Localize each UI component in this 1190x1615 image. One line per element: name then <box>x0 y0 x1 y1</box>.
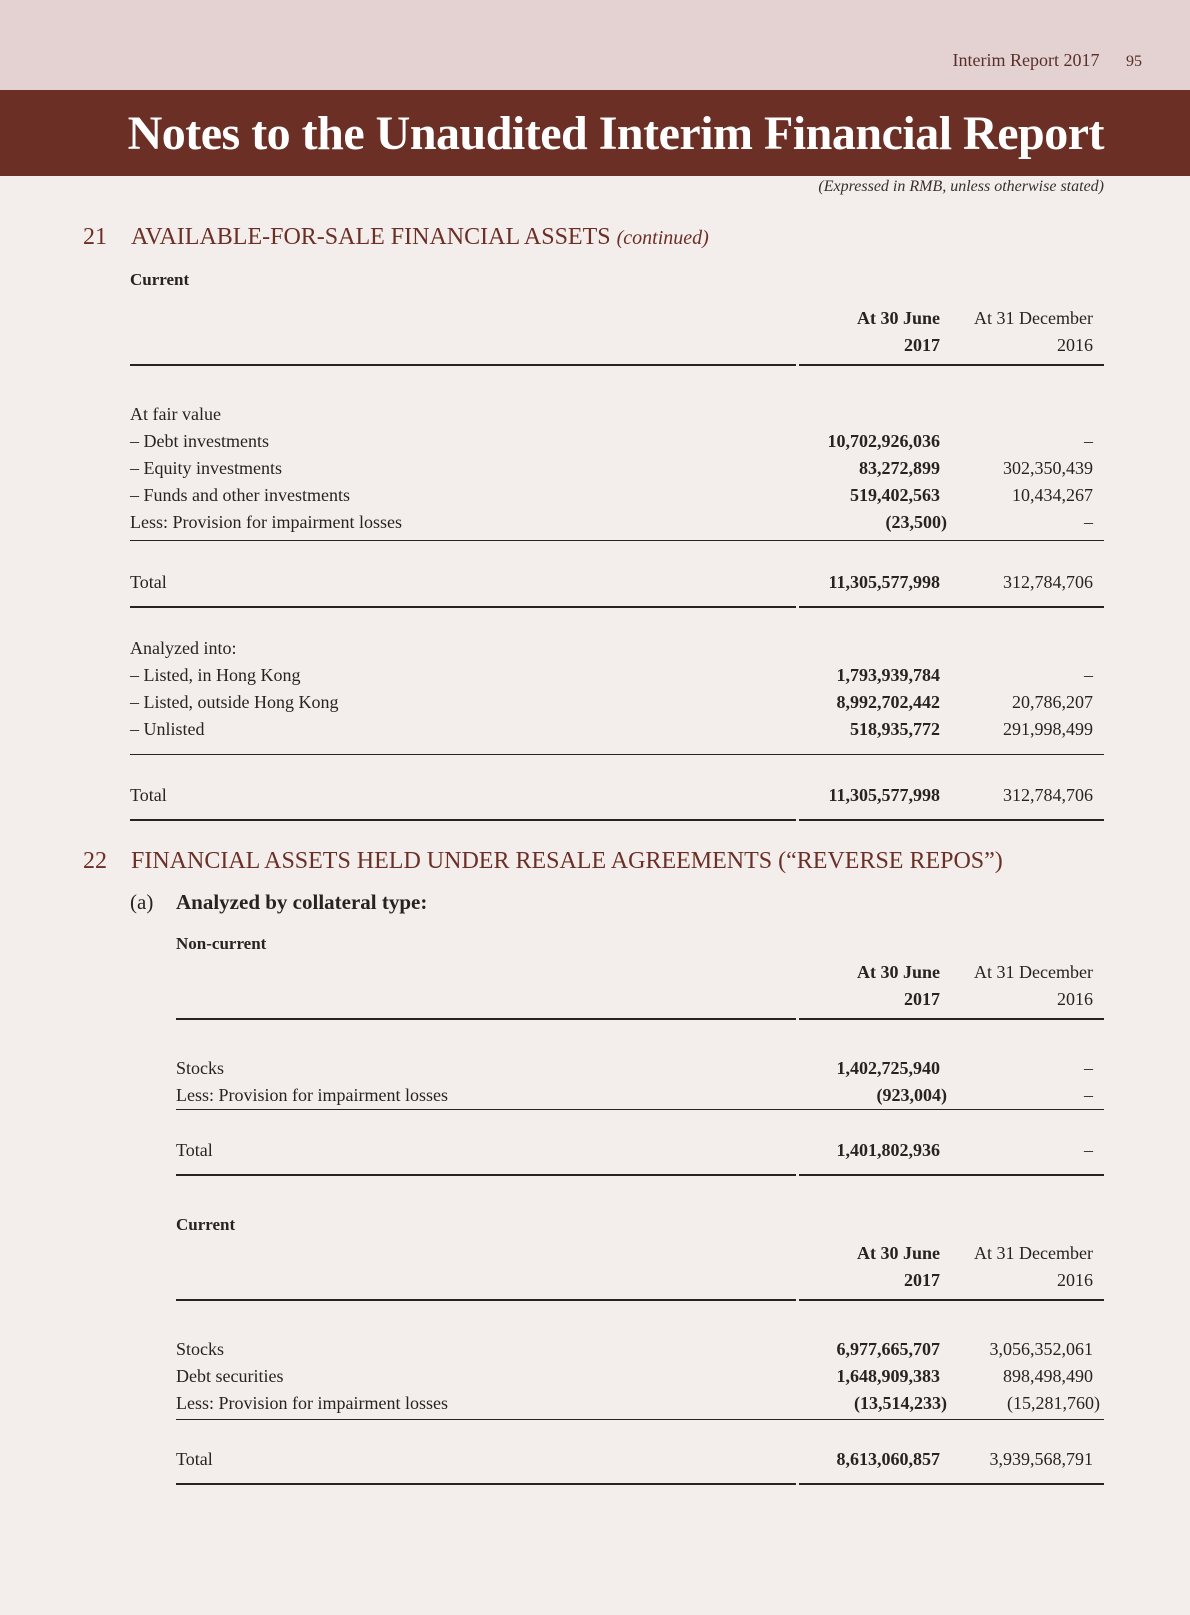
row-label: Stocks <box>176 1058 225 1078</box>
value-2017: 11,305,577,998 <box>828 572 940 592</box>
col1-header-line1: At 30 June <box>856 1243 940 1263</box>
total-row <box>176 1140 1104 1164</box>
value-2017: (23,500) <box>885 512 947 532</box>
table-row <box>130 719 1104 743</box>
value-2016: – <box>1084 431 1093 451</box>
table-row <box>130 404 1104 428</box>
subsection-letter: (a) <box>130 890 154 914</box>
top-band <box>0 0 1190 90</box>
row-label: Total <box>176 1449 213 1469</box>
value-2017: 1,401,802,936 <box>836 1140 940 1160</box>
value-2016: – <box>1084 512 1093 532</box>
col2-header-line2: 2016 <box>1057 1270 1093 1290</box>
subtotal-rule <box>176 1419 1104 1420</box>
table-row <box>176 1366 1104 1390</box>
row-label: – Listed, in Hong Kong <box>130 665 301 685</box>
row-label: Total <box>130 572 167 592</box>
value-2017: 8,992,702,442 <box>836 692 940 712</box>
subtotal-rule <box>176 1109 1104 1110</box>
value-2016: 291,998,499 <box>1003 719 1093 739</box>
table-row <box>130 638 1104 662</box>
col2-header-line1: At 31 December <box>974 962 1093 982</box>
header-rule <box>176 1299 1104 1301</box>
total-rule <box>176 1174 1104 1176</box>
row-label: Debt securities <box>176 1366 284 1386</box>
col2-header-line1: At 31 December <box>974 1243 1093 1263</box>
col2-header-line2: 2016 <box>1057 989 1093 1009</box>
row-label: Less: Provision for impairment losses <box>130 512 402 532</box>
value-2017: 1,648,909,383 <box>836 1366 940 1386</box>
value-2016: – <box>1084 1140 1093 1160</box>
header-rule <box>176 1018 1104 1020</box>
table-row <box>130 431 1104 455</box>
value-2017: 8,613,060,857 <box>836 1449 940 1469</box>
value-2017: (13,514,233) <box>854 1393 947 1413</box>
section-21-heading <box>83 224 709 251</box>
section-number: 21 <box>83 224 107 250</box>
value-2016: – <box>1084 1058 1093 1078</box>
value-2016: 3,056,352,061 <box>989 1339 1093 1359</box>
col-gap <box>796 1481 799 1487</box>
table-row <box>130 692 1104 716</box>
row-label: At fair value <box>130 404 221 424</box>
value-2016: 302,350,439 <box>1003 458 1093 478</box>
col1-header-line2: 2017 <box>904 335 940 355</box>
row-label: – Funds and other investments <box>130 485 350 505</box>
col1-header-line2: 2017 <box>904 1270 940 1290</box>
total-row <box>130 785 1104 809</box>
value-2017: 6,977,665,707 <box>836 1339 940 1359</box>
col-gap <box>796 1016 799 1022</box>
header-rule <box>130 364 1104 366</box>
col2-header-line2: 2016 <box>1057 335 1093 355</box>
value-2016: 898,498,490 <box>1003 1366 1093 1386</box>
subtotal-rule <box>130 754 1104 755</box>
running-header <box>953 50 1142 71</box>
col1-header-line1: At 30 June <box>856 962 940 982</box>
reverse-repo-noncurrent-table <box>176 954 1104 1180</box>
value-2016: 20,786,207 <box>1012 692 1093 712</box>
value-2016: – <box>1084 665 1093 685</box>
report-name: Interim Report 2017 <box>952 50 1100 70</box>
page-title: Notes to the Unaudited Interim Financial Report <box>127 107 1104 160</box>
row-label: Analyzed into: <box>130 638 237 658</box>
value-2017: 519,402,563 <box>850 485 940 505</box>
col2-header-line1: At 31 December <box>974 308 1093 328</box>
row-label: Stocks <box>176 1339 225 1359</box>
total-rule <box>130 819 1104 821</box>
table-subtitle: Current <box>176 1215 236 1234</box>
currency-note: (Expressed in RMB, unless otherwise stated) <box>818 178 1104 195</box>
section-22-heading <box>83 848 1003 875</box>
value-2017: 1,402,725,940 <box>836 1058 940 1078</box>
section-number: 22 <box>83 848 107 874</box>
table-row <box>130 485 1104 509</box>
reverse-repo-current-table <box>176 1235 1104 1489</box>
value-2017: 1,793,939,784 <box>836 665 940 685</box>
total-row <box>130 572 1104 596</box>
value-2016: – <box>1084 1085 1093 1105</box>
continued-note: (continued) <box>616 227 709 249</box>
col-gap <box>796 817 799 823</box>
value-2017: 10,702,926,036 <box>827 431 940 451</box>
table-row <box>176 1393 1104 1417</box>
row-label: Less: Provision for impairment losses <box>176 1085 448 1105</box>
subsection-title: Analyzed by collateral type: <box>176 890 428 914</box>
row-label: Total <box>130 785 167 805</box>
total-row <box>176 1449 1104 1473</box>
total-rule <box>130 606 1104 608</box>
table-row <box>176 1339 1104 1363</box>
table-row <box>130 458 1104 482</box>
table-subtitle: Current <box>130 270 190 289</box>
value-2016: 312,784,706 <box>1003 572 1093 592</box>
value-2016: 312,784,706 <box>1003 785 1093 805</box>
table-row <box>130 512 1104 536</box>
value-2017: 11,305,577,998 <box>828 785 940 805</box>
section-title: AVAILABLE-FOR-SALE FINANCIAL ASSETS <box>131 224 611 250</box>
col1-header-line1: At 30 June <box>856 308 940 328</box>
row-label: Less: Provision for impairment losses <box>176 1393 448 1413</box>
row-label: – Debt investments <box>130 431 269 451</box>
value-2017: 518,935,772 <box>850 719 940 739</box>
table-row <box>130 665 1104 689</box>
table-row <box>176 1085 1104 1109</box>
value-2016: 3,939,568,791 <box>989 1449 1093 1469</box>
title-banner <box>0 90 1190 176</box>
row-label: Total <box>176 1140 213 1160</box>
value-2016: (15,281,760) <box>1007 1393 1100 1413</box>
value-2017: (923,004) <box>876 1085 947 1105</box>
row-label: – Listed, outside Hong Kong <box>130 692 339 712</box>
total-rule <box>176 1483 1104 1485</box>
afs-current-table <box>130 300 1104 830</box>
col1-header-line2: 2017 <box>904 989 940 1009</box>
table-row <box>176 1058 1104 1082</box>
row-label: – Unlisted <box>130 719 205 739</box>
value-2017: 83,272,899 <box>859 458 940 478</box>
page-number: 95 <box>1126 53 1142 70</box>
col-gap <box>796 362 799 368</box>
table-subtitle: Non-current <box>176 934 267 953</box>
col-gap <box>796 1172 799 1178</box>
col-gap <box>796 604 799 610</box>
subsection-heading <box>130 890 427 915</box>
row-label: – Equity investments <box>130 458 282 478</box>
col-gap <box>796 1297 799 1303</box>
section-title: FINANCIAL ASSETS HELD UNDER RESALE AGREEMENTS (“REVERSE REPOS”) <box>131 848 1003 874</box>
subtotal-rule <box>130 540 1104 541</box>
value-2016: 10,434,267 <box>1012 485 1093 505</box>
